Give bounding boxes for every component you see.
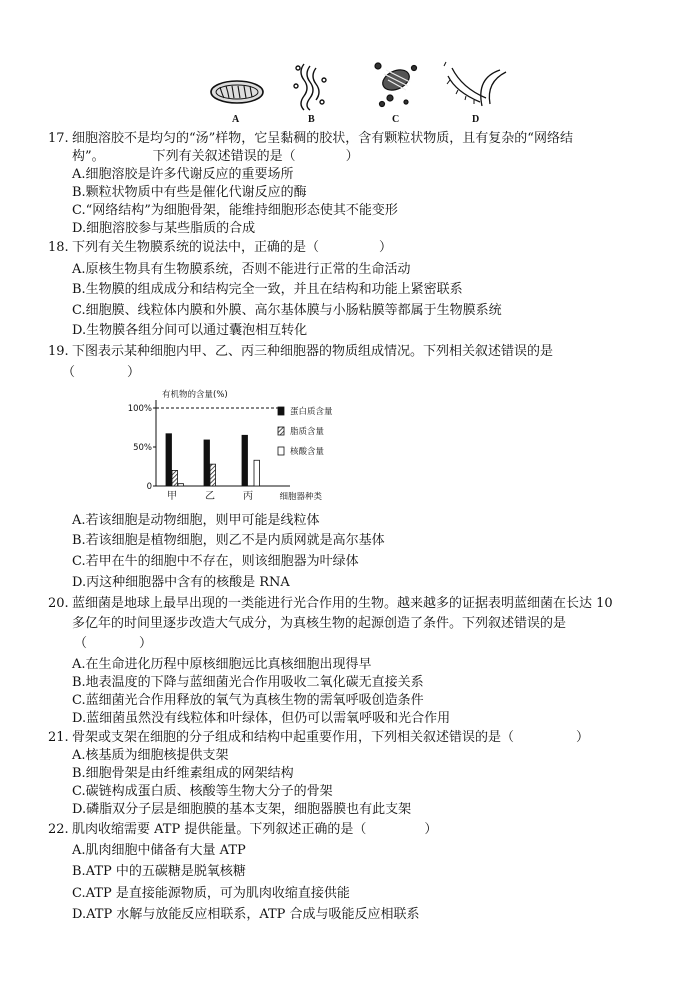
bar-lipid-1	[210, 464, 216, 486]
question-17-stem-1: 细胞溶胶不是均匀的“汤”样物，它呈黏稠的胶状，含有颗粒状物质，且有复杂的“网络结	[72, 131, 573, 146]
q19-option-b: B.若该细胞是植物细胞，则乙不是内质网就是高尔基体	[72, 533, 385, 548]
legend-label: 核酸含量	[290, 447, 325, 457]
q21-option-d: D.磷脂双分子层是细胞膜的基本支架，细胞器膜也有此支架	[72, 802, 412, 817]
question-17-line-2	[48, 148, 668, 166]
question-21	[48, 729, 668, 747]
bar-protein-1	[204, 440, 210, 486]
question-20-stem-1: 蓝细菌是地球上最早出现的一类能进行光合作用的生物。越来越多的证据表明蓝细菌在长达 10	[72, 596, 613, 611]
bar-protein-0	[166, 434, 172, 486]
question-17	[48, 130, 668, 166]
q20-option-d: D.蓝细菌虽然没有线粒体和叶绿体，但仍可以需氧呼吸和光合作用	[72, 711, 451, 726]
q17-option-d: D.细胞溶胶参与某些脂质的合成	[72, 221, 256, 236]
q22-option-c: C.ATP 是直接能源物质，可为肌肉收缩直接供能	[72, 886, 350, 901]
q21-option-b: B.细胞骨架是由纤维素组成的网架结构	[72, 766, 294, 781]
bar-nucleic-acid-2	[254, 460, 260, 486]
q22-option-b: B.ATP 中的五碳糖是脱氧核糖	[72, 864, 246, 879]
q17-option-a: A.细胞溶胶是许多代谢反应的重要场所	[72, 167, 294, 182]
chloroplast-drawing	[375, 63, 417, 107]
x-axis-label: 细胞器种类	[279, 492, 322, 502]
question-17-stem-2b: 下列有关叙述错误的是（	[152, 149, 296, 164]
question-22-number: 22.	[48, 822, 69, 837]
organelle-label-a: A	[232, 114, 240, 125]
y-tick-label: 0	[146, 482, 152, 492]
q19-option-d: D.丙这种细胞器中含有的核酸是 RNA	[72, 575, 290, 590]
q22-option-d: D.ATP 水解与放能反应相联系，ATP 合成与吸能反应相联系	[72, 907, 420, 922]
chart-title: 有机物的含量(%)	[162, 390, 228, 400]
y-tick-label: 50%	[133, 443, 152, 453]
legend-label: 脂质含量	[290, 427, 325, 437]
organelle-composition-chart	[110, 388, 360, 506]
q20-option-c: C.蓝细菌光合作用释放的氧气为真核生物的需氧呼吸创造条件	[72, 693, 424, 708]
question-20-close-paren: ）	[139, 636, 153, 651]
question-19-paren	[62, 364, 140, 382]
organelle-figure	[200, 58, 520, 130]
category-label: 丙	[243, 491, 253, 502]
q17-option-b: B.颗粒状物质中有些是催化代谢反应的酶	[72, 185, 307, 200]
legend-swatch	[278, 427, 284, 435]
question-19	[48, 343, 668, 361]
mitochondrion-drawing	[211, 81, 263, 103]
q20-option-a: A.在生命进化历程中原核细胞远比真核细胞出现得早	[72, 657, 372, 672]
question-18-stem: 下列有关生物膜系统的说法中，正确的是（	[72, 240, 320, 255]
question-19-close-paren: ）	[127, 365, 141, 380]
category-label: 乙	[205, 491, 215, 502]
question-20-open-paren: （	[74, 636, 88, 651]
question-22-close-paren: ）	[424, 822, 438, 837]
q20-option-b: B.地表温度的下降与蓝细菌光合作用吸收二氧化碳无直接关系	[72, 675, 424, 690]
question-19-number: 19.	[48, 344, 69, 359]
q22-option-a: A.肌肉细胞中储备有大量 ATP	[72, 843, 246, 858]
y-tick-label: 100%	[127, 404, 152, 414]
organelle-label-d: D	[472, 114, 480, 125]
q21-option-c: C.碳链构成蛋白质、核酸等生物大分子的骨架	[72, 784, 333, 799]
question-17-line-1	[48, 130, 668, 148]
question-21-close-paren: ）	[576, 730, 590, 745]
organelle-label-b: B	[308, 114, 315, 125]
question-21-stem: 骨架或支架在细胞的分子组成和结构中起重要作用，下列相关叙述错误的是（	[72, 730, 515, 745]
question-22	[48, 821, 668, 839]
question-20-stem-2: 多亿年的时间里逐步改造大气成分，为真核生物的起源创造了条件。下列叙述错误的是	[72, 616, 567, 631]
organelle-label-c: C	[392, 114, 400, 125]
legend-swatch	[278, 447, 284, 455]
question-21-number: 21.	[48, 730, 69, 745]
question-19-stem: 下图表示某种细胞内甲、乙、丙三种细胞器的物质组成情况。下列相关叙述错误的是	[72, 344, 554, 359]
q19-option-c: C.若甲在牛的细胞中不存在，则该细胞器为叶绿体	[72, 554, 359, 569]
organelle-drawings	[200, 58, 520, 114]
question-17-stem-2a: 构”。	[72, 149, 105, 164]
legend-swatch	[278, 407, 284, 415]
question-22-stem: 肌肉收缩需要 ATP 提供能量。下列叙述正确的是（	[72, 822, 367, 837]
question-18-number: 18.	[48, 240, 69, 255]
golgi-drawing	[294, 64, 326, 110]
question-20-number: 20.	[48, 596, 69, 611]
question-20	[48, 595, 668, 633]
category-label: 甲	[167, 491, 177, 502]
q18-option-d: D.生物膜各组分间可以通过囊泡相互转化	[72, 323, 308, 338]
q18-option-a: A.原核生物具有生物膜系统，否则不能进行正常的生命活动	[72, 262, 411, 277]
q21-option-a: A.核基质为细胞核提供支架	[72, 748, 229, 763]
q19-option-a: A.若该细胞是动物细胞，则甲可能是线粒体	[72, 513, 320, 528]
question-17-close-paren: ）	[345, 149, 359, 164]
chart-layer	[128, 389, 333, 502]
q18-option-c: C.细胞膜、线粒体内膜和外膜、高尔基体膜与小肠粘膜等都属于生物膜系统	[72, 303, 502, 318]
question-18-close-paren: ）	[379, 240, 393, 255]
question-17-number: 17.	[48, 131, 69, 146]
question-18	[48, 239, 668, 257]
q17-option-c: C.“网络结构”为细胞骨架，能维持细胞形态使其不能变形	[72, 203, 398, 218]
legend-label: 蛋白质含量	[290, 407, 333, 417]
q18-option-b: B.生物膜的组成成分和结构完全一致，并且在结构和功能上紧密联系	[72, 282, 463, 297]
bar-lipid-0	[172, 470, 178, 486]
question-19-open-paren: （	[62, 365, 76, 380]
bar-nucleic-acid-0	[178, 484, 184, 486]
rough-er-drawing	[444, 62, 506, 106]
question-20-paren	[74, 635, 152, 653]
bar-protein-2	[242, 435, 248, 486]
